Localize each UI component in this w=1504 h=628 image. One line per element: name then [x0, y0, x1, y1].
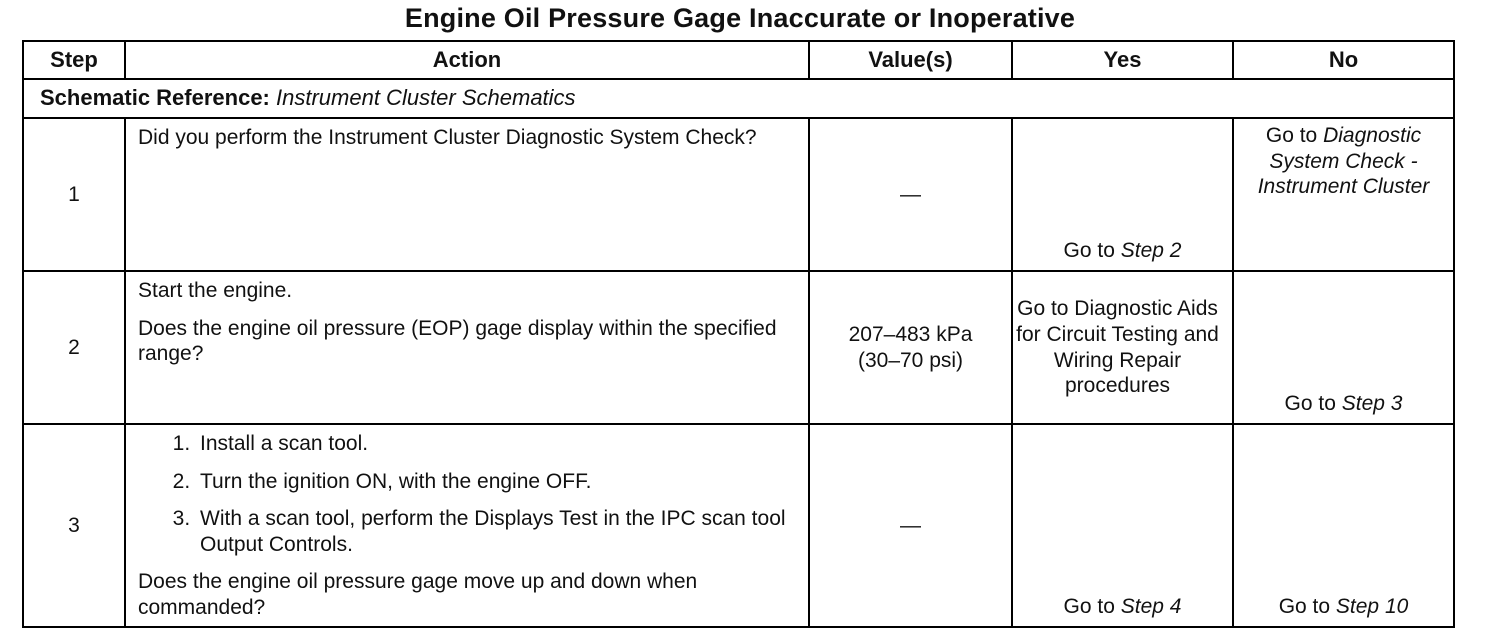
diagnostic-table — [22, 40, 1455, 628]
action-cell — [125, 271, 809, 424]
yes-cell — [1012, 118, 1233, 271]
table-row-step-1 — [23, 118, 1454, 271]
value-cell — [809, 271, 1012, 424]
page-title: Engine Oil Pressure Gage Inaccurate or Inoperative — [404, 3, 1076, 33]
no-prefix: Go to — [1284, 392, 1336, 416]
step-number: 1 — [23, 118, 125, 271]
no-prefix: Go to — [1278, 595, 1331, 619]
yes-link-step-2[interactable]: Step 2 — [1120, 239, 1182, 263]
header-step: Step — [23, 41, 125, 79]
yes-cell — [1012, 271, 1233, 424]
list-item: 1. Install a scan tool. — [196, 431, 796, 457]
action-question: Does the engine oil pressure (EOP) gage display within the specified range? — [138, 316, 777, 366]
value-kpa: 207–483 kPa — [848, 322, 973, 346]
no-cell — [1233, 118, 1454, 271]
table-row-step-3 — [23, 424, 1454, 627]
header-action: Action — [125, 41, 809, 79]
action-text: Did you perform the Instrument Cluster Diagnostic System Check? — [138, 126, 757, 149]
step-number: 3 — [23, 424, 125, 627]
no-prefix: Go to — [1265, 124, 1318, 147]
value-cell: — — [809, 118, 1012, 271]
yes-prefix: Go to — [1063, 595, 1115, 619]
header-no: No — [1233, 41, 1454, 79]
yes-link-step-4[interactable]: Step 4 — [1120, 595, 1182, 619]
no-cell — [1233, 271, 1454, 424]
step-number: 2 — [23, 271, 125, 424]
value-cell: — — [809, 424, 1012, 627]
list-item: 3. With a scan tool, perform the Displays Test in the IPC scan tool Output Controls. — [196, 506, 796, 557]
no-link-step-10[interactable]: Step 10 — [1335, 595, 1409, 619]
action-cell — [125, 424, 809, 627]
yes-link-diagnostic-aids[interactable]: Go to Diagnostic Aids for Circuit Testing and Wiring Repair procedures — [1016, 297, 1219, 398]
schematic-reference-row — [23, 79, 1454, 118]
header-values: Value(s) — [809, 41, 1012, 79]
no-link-step-3[interactable]: Step 3 — [1341, 392, 1403, 416]
schematic-reference-label: Schematic Reference: — [40, 85, 270, 111]
table-row-step-2 — [23, 271, 1454, 424]
no-cell — [1233, 424, 1454, 627]
header-row — [23, 41, 1454, 79]
schematic-reference-link[interactable]: Instrument Cluster Schematics — [276, 85, 576, 111]
yes-prefix: Go to — [1063, 239, 1115, 263]
header-yes: Yes — [1012, 41, 1233, 79]
action-text: Start the engine. — [138, 279, 293, 302]
no-link-diagnostic-system-check[interactable]: Diagnostic System Check - Instrument Cluster — [1257, 124, 1430, 199]
list-item: 2. Turn the ignition ON, with the engine OFF. — [196, 469, 796, 495]
yes-cell — [1012, 424, 1233, 627]
value-psi: (30–70 psi) — [857, 348, 964, 372]
action-question: Does the engine oil pressure gage move up and down when commanded? — [138, 570, 698, 620]
action-cell — [125, 118, 809, 271]
action-steps-list — [138, 431, 796, 557]
